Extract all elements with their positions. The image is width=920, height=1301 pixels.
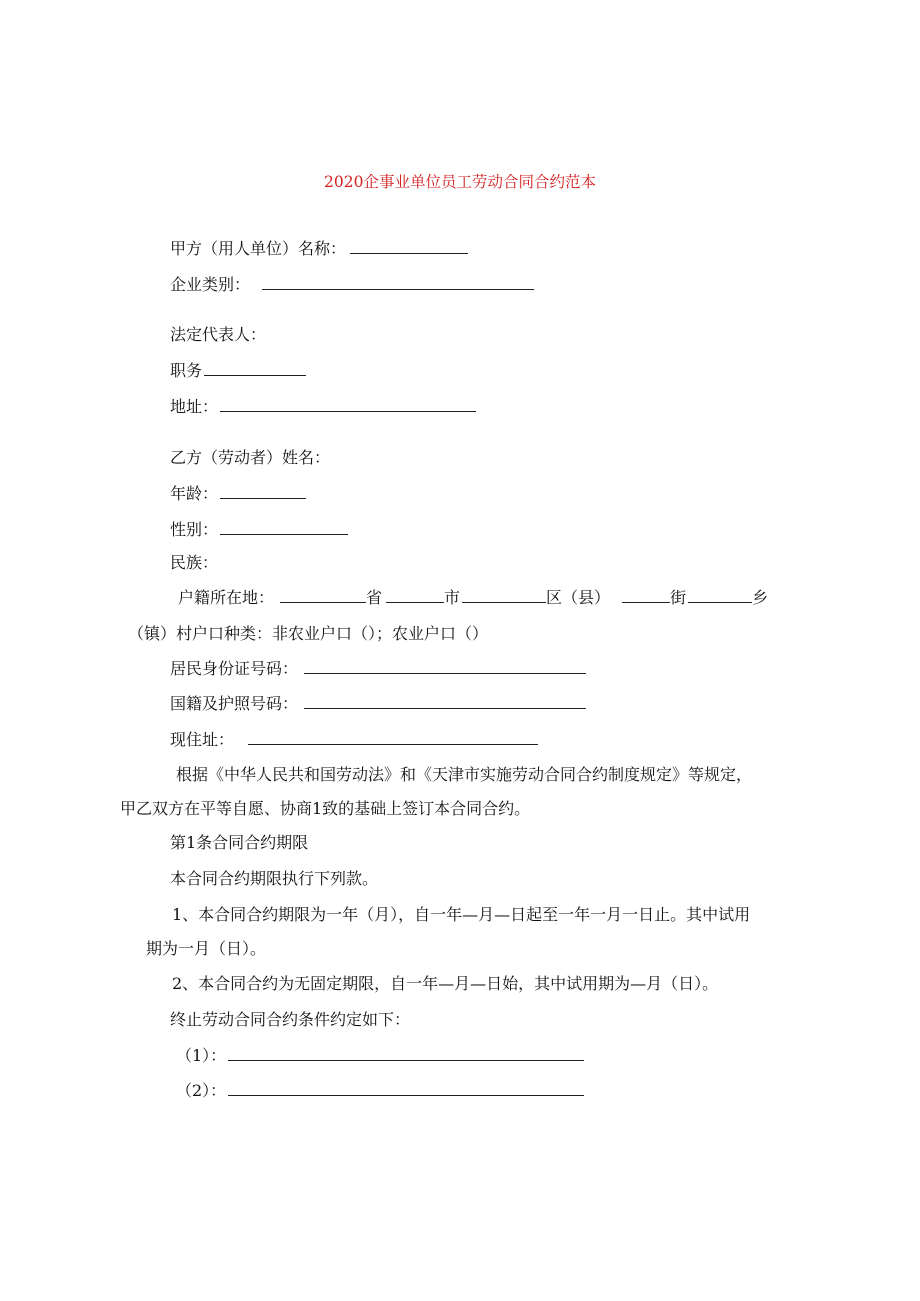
id-number-row bbox=[170, 659, 586, 679]
province-blank[interactable] bbox=[280, 588, 366, 603]
province-label: 省 bbox=[366, 588, 383, 607]
termination-item-1-blank[interactable] bbox=[228, 1046, 584, 1061]
current-address-blank[interactable] bbox=[248, 730, 538, 745]
party-a-name-row bbox=[170, 239, 468, 259]
party-a-address-row bbox=[170, 397, 476, 417]
gender-row bbox=[170, 520, 348, 540]
document-title: 2020企事业单位员工劳动合同合约范本 bbox=[324, 173, 596, 191]
age-row bbox=[170, 484, 306, 504]
passport-row bbox=[170, 694, 586, 714]
article-1-heading: 第1条合同合约期限 bbox=[170, 833, 309, 852]
ethnicity-label: 民族： bbox=[170, 553, 219, 572]
party-b-name-label: 乙方（劳动者）姓名： bbox=[170, 448, 331, 467]
passport-blank[interactable] bbox=[304, 694, 586, 709]
district-label: 区（县） bbox=[546, 588, 611, 607]
age-blank[interactable] bbox=[220, 484, 306, 499]
township-blank[interactable] bbox=[688, 588, 752, 603]
household-label: 户籍所在地： bbox=[178, 588, 275, 607]
current-address-label: 现住址： bbox=[170, 730, 235, 749]
termination-item-1-label: （1）： bbox=[176, 1046, 227, 1065]
household-type-line: （镇）村户口种类：非农业户口（）；农业户口（） bbox=[128, 624, 489, 643]
household-row bbox=[178, 588, 768, 608]
termination-item-2-blank[interactable] bbox=[228, 1081, 584, 1096]
gender-blank[interactable] bbox=[220, 520, 348, 535]
position-label: 职务 bbox=[170, 361, 203, 380]
termination-item-2-label: （2）： bbox=[176, 1081, 227, 1100]
termination-heading: 终止劳动合同合约条件约定如下： bbox=[170, 1010, 411, 1029]
street-label: 街 bbox=[670, 588, 687, 607]
position-blank[interactable] bbox=[204, 361, 306, 376]
party-a-name-label: 甲方（用人单位）名称： bbox=[170, 239, 347, 258]
enterprise-category-blank[interactable] bbox=[262, 275, 534, 290]
enterprise-category-label: 企业类别： bbox=[170, 275, 251, 294]
termination-item-1 bbox=[176, 1046, 584, 1066]
article-1-intro: 本合同合约期限执行下列款。 bbox=[170, 869, 379, 888]
passport-label: 国籍及护照号码： bbox=[170, 694, 299, 713]
clause-1-line-2: 期为一月（日）。 bbox=[146, 939, 267, 958]
city-blank[interactable] bbox=[386, 588, 444, 603]
clause-1-line-1: 1、本合同合约期限为一年（月），自一年—月—日起至一年一月一日止。其中试用 bbox=[172, 905, 751, 924]
district-blank[interactable] bbox=[462, 588, 546, 603]
party-a-address-label: 地址： bbox=[170, 397, 219, 416]
age-label: 年龄： bbox=[170, 484, 219, 503]
id-number-label: 居民身份证号码： bbox=[170, 659, 299, 678]
street-blank[interactable] bbox=[622, 588, 670, 603]
current-address-row bbox=[170, 730, 538, 750]
township-label: 乡 bbox=[752, 588, 769, 607]
gender-label: 性别： bbox=[170, 520, 219, 539]
termination-item-2 bbox=[176, 1081, 584, 1101]
party-a-address-blank[interactable] bbox=[220, 397, 476, 412]
position-row bbox=[170, 361, 306, 381]
clause-2: 2、本合同合约为无固定期限，自一年—月—日始，其中试用期为—月（日）。 bbox=[172, 974, 719, 993]
party-a-name-blank[interactable] bbox=[350, 239, 468, 254]
enterprise-category-row bbox=[170, 275, 534, 295]
basis-line-1: 根据《中华人民共和国劳动法》和《天津市实施劳动合同合约制度规定》等规定， bbox=[176, 765, 753, 784]
id-number-blank[interactable] bbox=[304, 659, 586, 674]
basis-line-2: 甲乙双方在平等自愿、协商1致的基础上签订本合同合约。 bbox=[120, 799, 531, 818]
city-label: 市 bbox=[444, 588, 461, 607]
legal-rep-label: 法定代表人： bbox=[170, 325, 267, 344]
